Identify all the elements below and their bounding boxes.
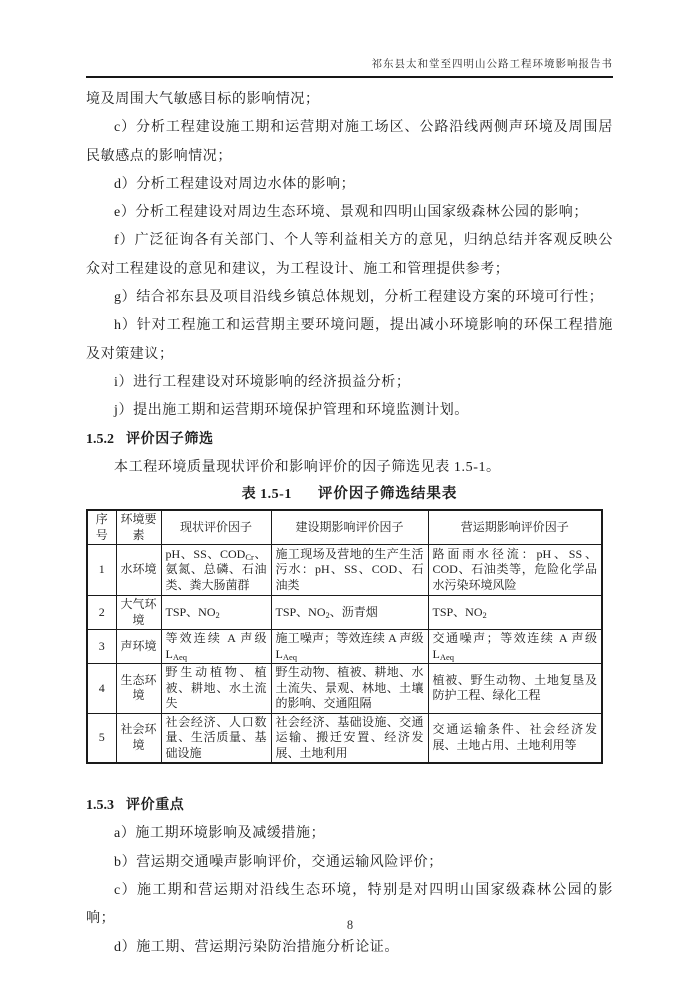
paragraph: e）分析工程建设对周边生态环境、景观和四明山国家级森林公园的影响；	[114, 205, 589, 221]
table-row	[87, 713, 602, 763]
key-point-item: a）施工期环境影响及减缓措施；	[114, 826, 326, 842]
section-heading-152	[86, 426, 613, 454]
column-header: 营运期影响评价因子	[428, 510, 602, 545]
table-cell: 1	[87, 545, 116, 596]
key-point-item: c）施工期和营运期对沿线生态环境，特别是对四明山国家级森林公园的影响；	[86, 883, 613, 927]
table-cell: 社会经济、基础设施、交通运输、搬迁安置、经济发展、土地利用	[271, 713, 428, 763]
paragraph: d）分析工程建设对周边水体的影响；	[114, 176, 356, 192]
factor-screening-table	[86, 509, 603, 764]
page-number: 8	[346, 918, 354, 932]
table-caption	[86, 482, 613, 507]
section-heading-153	[86, 792, 613, 820]
table-cell: 路面雨水径流：pH、SS、COD、石油类等，危险化学品水污染环境风险	[428, 545, 602, 596]
table-cell: TSP、$NO_2$、沥青烟	[271, 596, 428, 630]
section-number: 1.5.3	[86, 798, 114, 814]
page-content	[86, 58, 613, 962]
table-header-row	[87, 510, 602, 545]
table-cell: 社会经济、人口数量、生活质量、基础设施	[161, 713, 271, 763]
table-cell: 施工现场及营地的生产生活污水：pH、SS、COD、石油类	[271, 545, 428, 596]
table-cell: 大气环境	[116, 596, 161, 630]
key-point-item: b）营运期交通噪声影响评价，交通运输风险评价；	[114, 854, 443, 870]
paragraph: c）分析工程建设施工期和运营期对施工场区、公路沿线两侧声环境及周围居民敏感点的影响情况；	[86, 120, 613, 164]
table-cell: 植被、野生动物、土地复垦及防护工程、绿化工程	[428, 664, 602, 714]
table-intro: 本工程环境质量现状评价和影响评价的因子筛选见表 1.5-1。	[114, 459, 501, 475]
column-header: 现状评价因子	[161, 510, 271, 545]
table-caption-title: 评价因子筛选结果表	[317, 486, 458, 503]
paragraph: j）提出施工期和运营期环境保护管理和环境监测计划。	[114, 403, 469, 419]
table-cell: 施工噪声；等效连续 A 声级 $L_{Aeq}$	[271, 630, 428, 664]
table-cell: 4	[87, 664, 116, 714]
section-number: 1.5.2	[86, 431, 114, 447]
section-title: 评价重点	[126, 798, 185, 814]
table-row	[87, 596, 602, 630]
column-header: 建设期影响评价因子	[271, 510, 428, 545]
table-cell: pH、SS、$COD_{Cr}$、氨氮、总磷、石油类、粪大肠菌群	[161, 545, 271, 596]
table-cell: 交通运输条件、社会经济发展、土地占用、土地利用等	[428, 713, 602, 763]
table-caption-label: 表 1.5-1	[241, 487, 292, 503]
paragraph: 境及周围大气敏感目标的影响情况；	[86, 92, 320, 107]
table-row	[87, 664, 602, 714]
section-title: 评价因子筛选	[126, 431, 214, 447]
column-header: 序号	[87, 510, 116, 545]
body-paragraphs	[86, 86, 613, 426]
table-cell: TSP、$NO_2$	[161, 596, 271, 630]
table-cell: 等效连续 A 声级 $L_{Aeq}$	[161, 630, 271, 664]
table-cell: TSP、$NO_2$	[428, 596, 602, 630]
column-header: 环境要素	[116, 510, 161, 545]
table-cell: 交通噪声；等效连续 A 声级 $L_{Aeq}$	[428, 630, 602, 664]
table-cell: 5	[87, 713, 116, 763]
table-cell: 水环境	[116, 545, 161, 596]
running-head	[86, 58, 613, 78]
table-cell: 社会环境	[116, 713, 161, 763]
evaluation-key-points	[86, 820, 613, 961]
table-cell: 野生动物、植被、耕地、水土流失、景观、林地、土壤的影响、交通阻隔	[271, 664, 428, 714]
table-cell: 生态环境	[116, 664, 161, 714]
running-head-title: 祁东县太和堂至四明山公路工程环境影响报告书	[371, 59, 613, 70]
table-cell: 3	[87, 630, 116, 664]
paragraph: g）结合祁东县及项目沿线乡镇总体规划，分析工程建设方案的环境可行性；	[114, 290, 604, 306]
paragraph: i）进行工程建设对环境影响的经济损益分析；	[114, 374, 411, 390]
table-cell: 野生动植物、植被、耕地、水土流失	[161, 664, 271, 714]
table-row	[87, 545, 602, 596]
table-cell: 声环境	[116, 630, 161, 664]
key-point-item: d）施工期、营运期污染防治措施分析论证。	[114, 939, 399, 955]
paragraph: h）针对工程施工和运营期主要环境问题，提出减小环境影响的环保工程措施及对策建议；	[86, 318, 613, 362]
paragraph: f）广泛征询各有关部门、个人等利益相关方的意见，归纳总结并客观反映公众对工程建设的意见和建议，为工程设计、施工和管理提供参考；	[86, 233, 613, 277]
table-cell: 2	[87, 596, 116, 630]
table-row	[87, 630, 602, 664]
